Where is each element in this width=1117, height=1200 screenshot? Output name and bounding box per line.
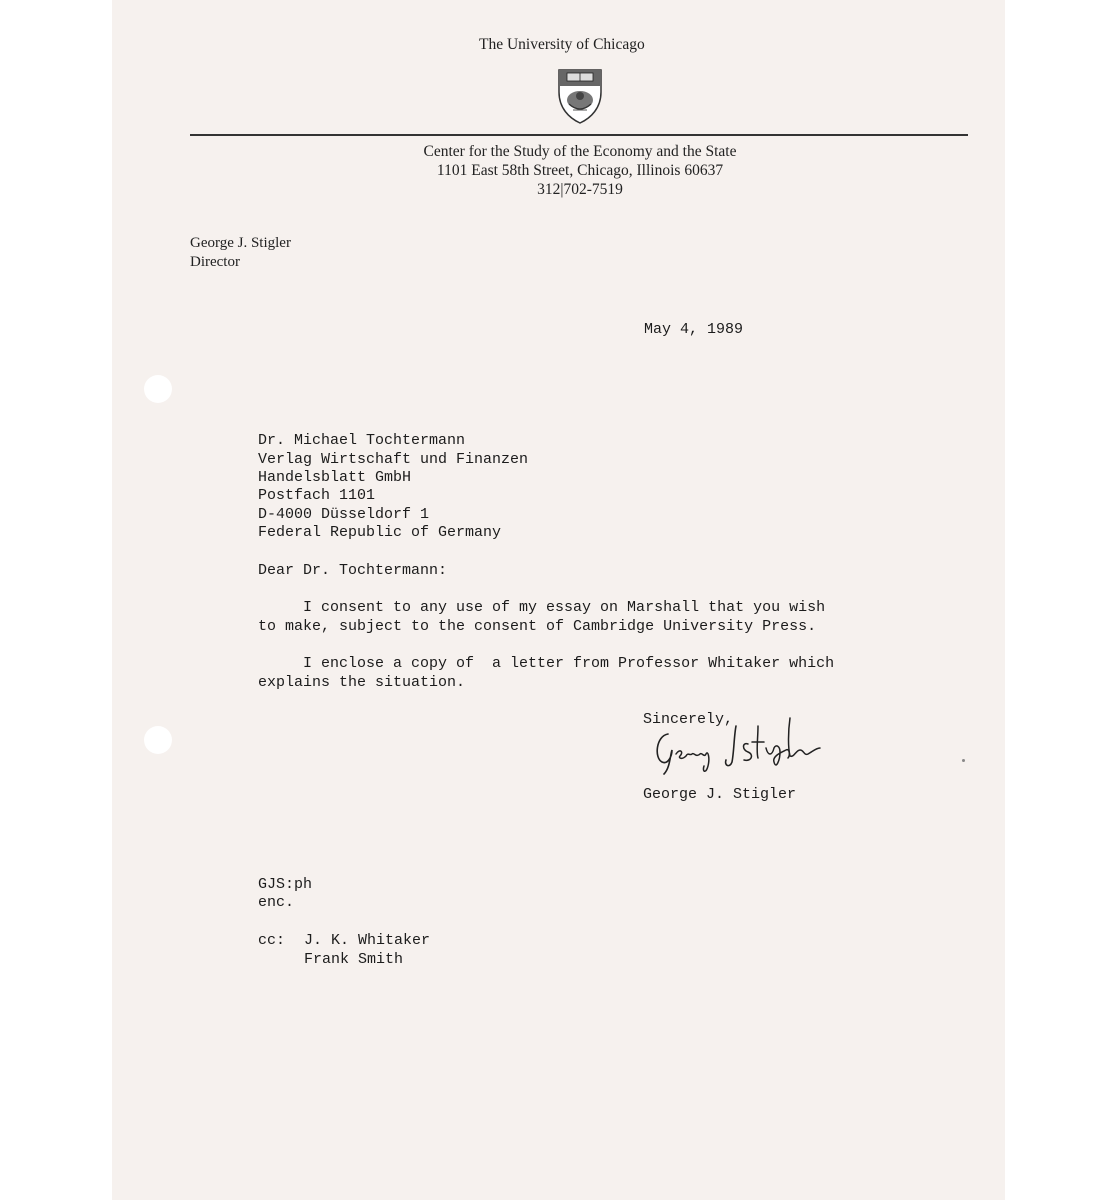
recipient-line: Federal Republic of Germany <box>258 524 502 541</box>
street-address: 1101 East 58th Street, Chicago, Illinois 60637 <box>436 162 724 179</box>
letterhead-address-block <box>380 142 780 199</box>
university-crest-icon <box>557 68 603 124</box>
reference-initials: GJS:ph <box>258 876 313 893</box>
cc-recipient: Frank Smith <box>304 951 404 968</box>
phone-number: 312|702-7519 <box>537 181 623 198</box>
sender-block <box>190 234 291 272</box>
sender-title: Director <box>190 254 240 270</box>
university-name: The University of Chicago <box>479 36 645 53</box>
recipient-line: D-4000 Düsseldorf 1 <box>258 506 430 523</box>
body-line: I enclose a copy of a letter from Professor Whitaker which <box>258 655 835 672</box>
enclosure-note: enc. <box>258 894 295 911</box>
recipient-line: Postfach 1101 <box>258 487 376 504</box>
letterhead-rule <box>190 134 968 136</box>
body-line: explains the situation. <box>258 674 466 691</box>
recipient-line: Handelsblatt GmbH <box>258 469 412 486</box>
cc-label: cc: <box>258 932 286 949</box>
salutation: Dear Dr. Tochtermann: <box>258 562 448 579</box>
center-name: Center for the Study of the Economy and the State <box>423 143 737 160</box>
closing: Sincerely, <box>643 711 734 728</box>
typed-signature-name: George J. Stigler <box>643 786 797 803</box>
cc-recipient: J. K. Whitaker <box>304 932 431 949</box>
handwritten-signature <box>650 712 830 782</box>
ink-speck <box>962 759 965 762</box>
recipient-line: Dr. Michael Tochtermann <box>258 432 466 449</box>
letter-date: May 4, 1989 <box>644 321 744 338</box>
punch-hole-top <box>144 375 172 403</box>
recipient-line: Verlag Wirtschaft und Finanzen <box>258 451 529 468</box>
sender-name: George J. Stigler <box>190 235 291 251</box>
body-line: to make, subject to the consent of Cambridge University Press. <box>258 618 817 635</box>
punch-hole-bottom <box>144 726 172 754</box>
body-line: I consent to any use of my essay on Marshall that you wish <box>258 599 826 616</box>
